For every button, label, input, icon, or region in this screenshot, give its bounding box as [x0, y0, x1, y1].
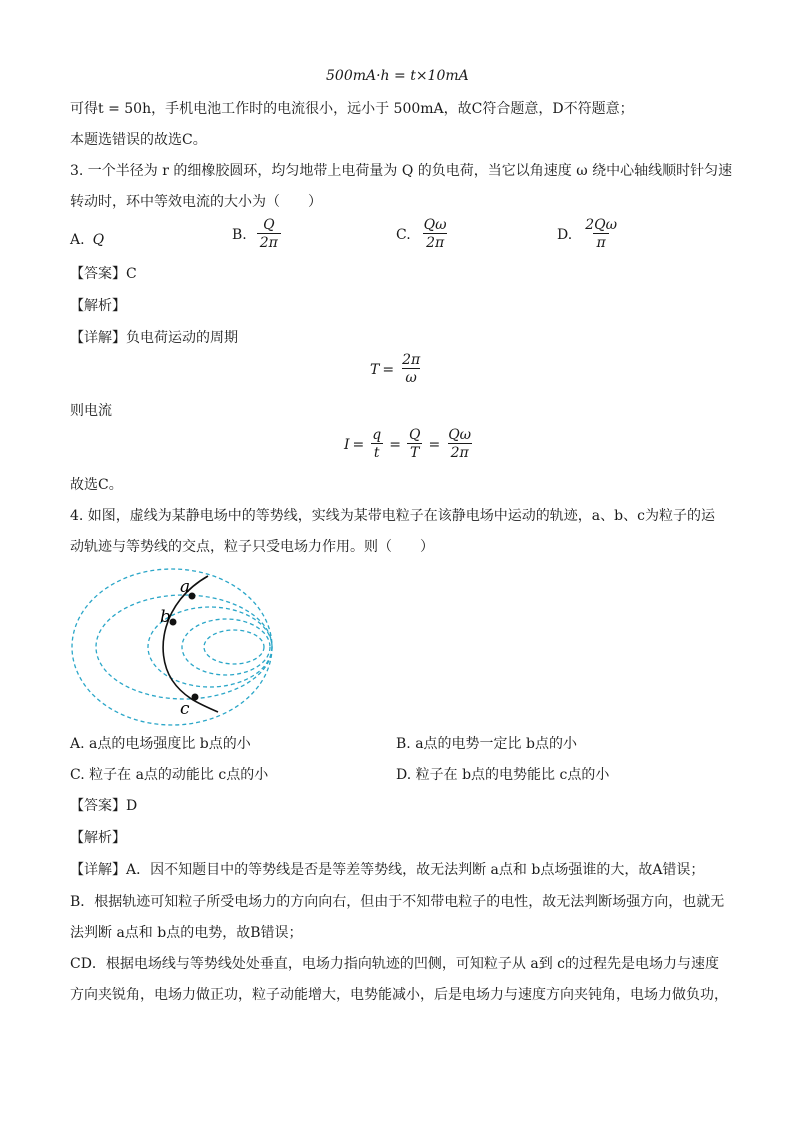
numerator: 2Qω [585, 217, 617, 233]
option-label: C. [396, 226, 411, 243]
q4-option-a: A. a点的电场强度比 b点的小 [70, 736, 251, 752]
equipotential-line [182, 619, 270, 675]
fraction [399, 352, 423, 387]
battery-equation: 500mA·h = t×10mA [326, 68, 469, 84]
q3-stem-line-2: 转动时，环中等效电流的大小为（ ） [70, 194, 322, 210]
option-label: B. [232, 226, 247, 243]
q4-option-d: D. 粒子在 b点的电势能比 c点的小 [396, 767, 610, 783]
fraction [369, 427, 384, 462]
numerator: Q [408, 427, 421, 443]
eq-lhs: T [370, 361, 380, 378]
numerator: 2π [402, 352, 421, 368]
point-c-marker [192, 694, 199, 701]
q4-option-c: C. 粒子在 a点的动能比 c点的小 [70, 767, 269, 783]
point-b-label: b [160, 607, 171, 627]
q3-option-d [557, 217, 622, 252]
q4-detail-line: B．根据轨迹可知粒子所受电场力的方向向右，但由于不知带电粒子的电性，故无法判断场强方向，也就无 [70, 894, 725, 910]
q4-detail-line: 【详解】A．因不知题目中的等势线是否是等差等势线，故无法判断 a点和 b点场强谁的大，故A错误； [70, 862, 705, 878]
denominator: π [593, 233, 608, 252]
q3-option-a [70, 228, 104, 252]
fraction [582, 217, 620, 252]
q3-answer: 【答案】C [70, 266, 137, 282]
q3-analysis-heading: 【解析】 [70, 298, 126, 314]
q4-answer: 【答案】D [70, 798, 138, 814]
eq-sign: = [428, 436, 441, 453]
q3-then-current: 则电流 [70, 403, 112, 419]
denominator: t [371, 443, 383, 462]
eq-sign: = [389, 436, 401, 453]
q4-analysis-heading: 【解析】 [70, 830, 126, 846]
fraction [257, 217, 281, 252]
q3-option-b [232, 217, 283, 252]
eq-sign: = [382, 361, 395, 378]
eq-lhs: I [344, 436, 350, 453]
eq-sign: = [352, 436, 365, 453]
equipotential-line [72, 569, 272, 725]
numerator: Qω [423, 217, 447, 233]
q3-stem-line-1: 3. 一个半径为 r 的细橡胶圆环，均匀地带上电荷量为 Q 的负电荷，当它以角速度 ω 绕中心轴线顺时针匀速 [70, 163, 733, 179]
denominator: 2π [257, 233, 281, 252]
option-label: A. [70, 232, 85, 248]
equipotential-figure [62, 562, 282, 732]
option-label: D. [557, 226, 573, 243]
equipotential-line [204, 630, 264, 664]
q3-option-c [396, 217, 452, 252]
point-c-label: c [180, 699, 190, 719]
denominator: T [407, 443, 422, 462]
q3-current-equation [344, 427, 476, 462]
q4-detail-line: CD．根据电场线与等势线处处垂直，电场力指向轨迹的凹侧，可知粒子从 a到 c的过程先是电场力与速度 [70, 956, 720, 972]
numerator: q [372, 427, 382, 443]
fraction [421, 217, 450, 252]
denominator: 2π [423, 233, 447, 252]
q3-detail: 【详解】负电荷运动的周期 [70, 330, 238, 346]
q4-stem-line-1: 4. 如图，虚线为某静电场中的等势线，实线为某带电粒子在该静电场中运动的轨迹，a、b、c为粒子的运 [70, 508, 715, 524]
numerator: Qω [448, 427, 472, 443]
fraction [445, 427, 474, 462]
denominator: ω [402, 368, 419, 387]
solution-conclusion: 本题选错误的故选C。 [70, 132, 207, 148]
q4-detail-line: 方向夹锐角，电场力做正功，粒子动能增大，电势能减小，后是电场力与速度方向夹钝角，电场力做负功， [70, 987, 728, 1003]
q4-option-b: B. a点的电势一定比 b点的小 [396, 736, 577, 752]
point-a-label: a [180, 577, 191, 597]
fraction [406, 427, 423, 462]
q3-conclusion: 故选C。 [70, 477, 123, 493]
option-value: Q [92, 232, 105, 248]
numerator: Q [263, 217, 275, 233]
denominator: 2π [448, 443, 472, 462]
solution-text-line: 可得t = 50h，手机电池工作时的电流很小，远小于 500mA，故C符合题意，D不符题意； [70, 101, 634, 117]
q4-stem-line-2: 动轨迹与等势线的交点，粒子只受电场力作用。则（ ） [70, 539, 434, 555]
q3-period-equation [370, 352, 425, 387]
q4-detail-line: 法判断 a点和 b点的电势，故B错误； [70, 925, 303, 941]
